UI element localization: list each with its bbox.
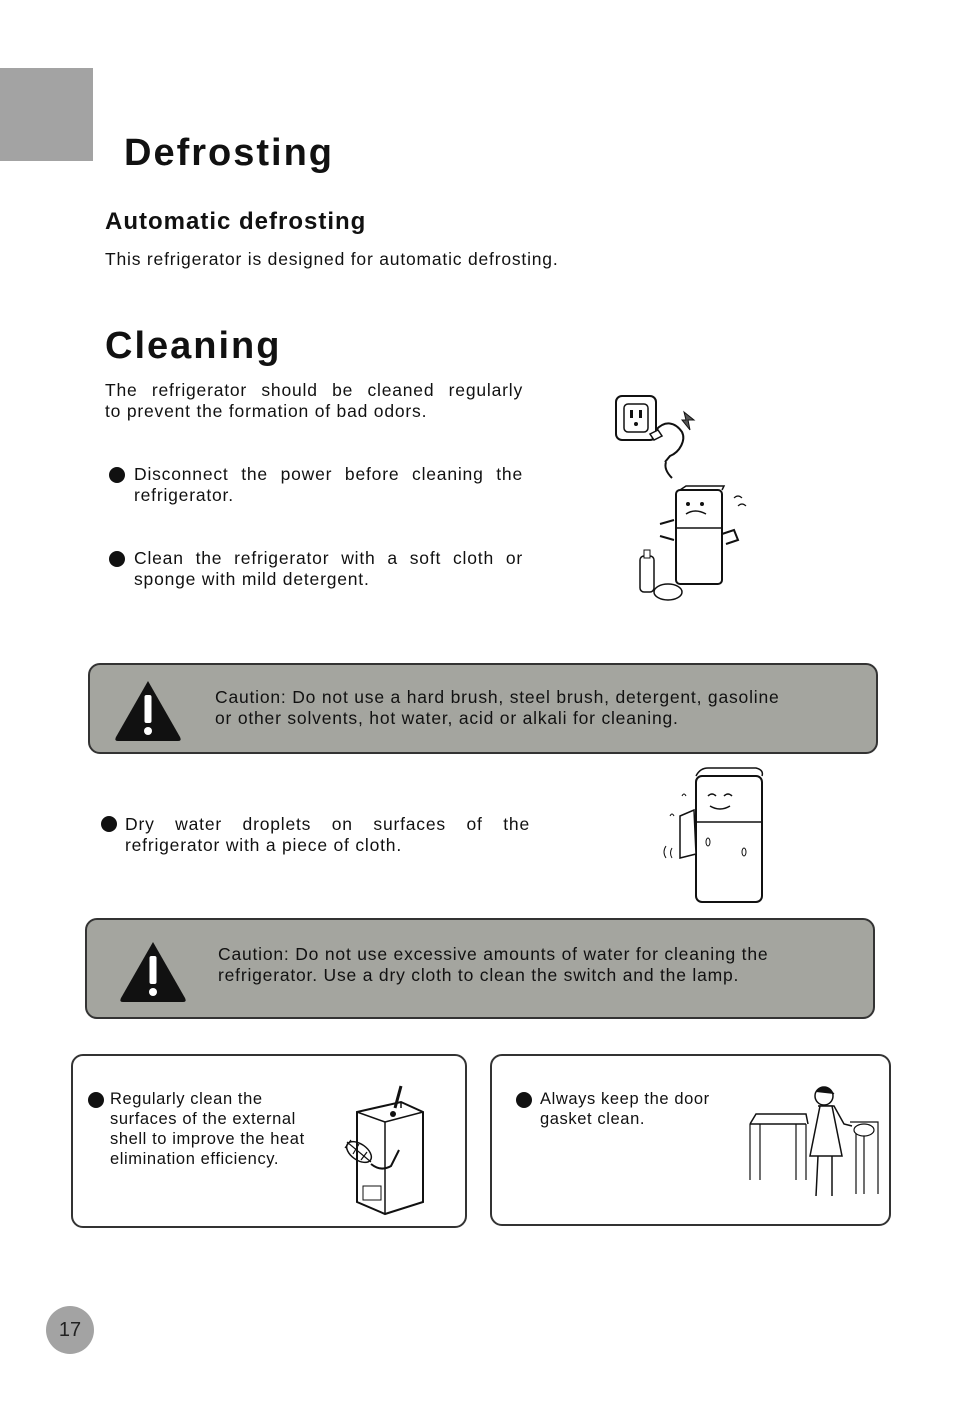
defrosting-text: This refrigerator is designed for automatic defrosting. xyxy=(105,249,559,269)
bullet-icon xyxy=(516,1092,532,1108)
automatic-defrosting-heading: Automatic defrosting xyxy=(105,208,367,235)
caution-banner-cleaning-agents xyxy=(88,663,878,754)
defrosting-title: Defrosting xyxy=(124,132,334,174)
bullet-icon xyxy=(101,816,117,832)
fridge-cloth-illustration xyxy=(660,766,770,906)
woman-cleaning-gasket-illustration xyxy=(746,1084,886,1202)
tip-left-line3: shell to improve the heat xyxy=(110,1130,305,1148)
caution2-text xyxy=(218,944,768,986)
tip-right-text xyxy=(540,1089,710,1129)
tip-right-line2: gasket clean. xyxy=(540,1110,646,1128)
bullet-disconnect xyxy=(134,464,523,506)
tip-right-line1: Always keep the door xyxy=(540,1090,710,1108)
bullet-disconnect-line1: Disconnect the power before cleaning the xyxy=(134,464,523,484)
caution1-text xyxy=(215,687,780,729)
bullet-icon xyxy=(88,1092,104,1108)
page-number: 17 xyxy=(46,1306,94,1354)
tip-left-line2: surfaces of the external xyxy=(110,1110,296,1128)
section-tab xyxy=(0,68,93,161)
fridge-detergent-illustration xyxy=(630,484,755,606)
plug-illustration xyxy=(610,390,700,480)
tip-box-external-shell xyxy=(71,1054,467,1228)
bullet-disconnect-line2: refrigerator. xyxy=(134,485,234,505)
warning-icon xyxy=(117,938,189,1004)
bullet-clean-cloth-line2: sponge with mild detergent. xyxy=(134,569,370,589)
cleaning-intro xyxy=(105,380,523,422)
fridge-brush-illustration xyxy=(341,1082,431,1222)
bullet-icon xyxy=(109,551,125,567)
bullet-clean-cloth-line1: Clean the refrigerator with a soft cloth or xyxy=(134,548,523,568)
bullet-dry-droplets xyxy=(125,814,530,856)
caution1-line2: or other solvents, hot water, acid or alkali for cleaning. xyxy=(215,708,679,728)
warning-icon xyxy=(112,677,184,743)
bullet-dry-line1: Dry water droplets on surfaces of the xyxy=(125,814,530,834)
caution2-line2: refrigerator. Use a dry cloth to clean the switch and the lamp. xyxy=(218,965,740,985)
tip-left-text xyxy=(110,1089,305,1169)
bullet-icon xyxy=(109,467,125,483)
caution1-line1: Caution: Do not use a hard brush, steel brush, detergent, gasoline xyxy=(215,687,780,707)
caution-banner-water xyxy=(85,918,875,1019)
bullet-dry-line2: refrigerator with a piece of cloth. xyxy=(125,835,403,855)
tip-box-door-gasket xyxy=(490,1054,891,1226)
tip-left-line4: elimination efficiency. xyxy=(110,1150,280,1168)
cleaning-intro-line1: The refrigerator should be cleaned regularly xyxy=(105,380,523,400)
tip-left-line1: Regularly clean the xyxy=(110,1090,263,1108)
cleaning-title: Cleaning xyxy=(105,325,282,367)
caution2-line1: Caution: Do not use excessive amounts of water for cleaning the xyxy=(218,944,769,964)
cleaning-intro-line2: to prevent the formation of bad odors. xyxy=(105,401,428,421)
bullet-clean-cloth xyxy=(134,548,523,590)
